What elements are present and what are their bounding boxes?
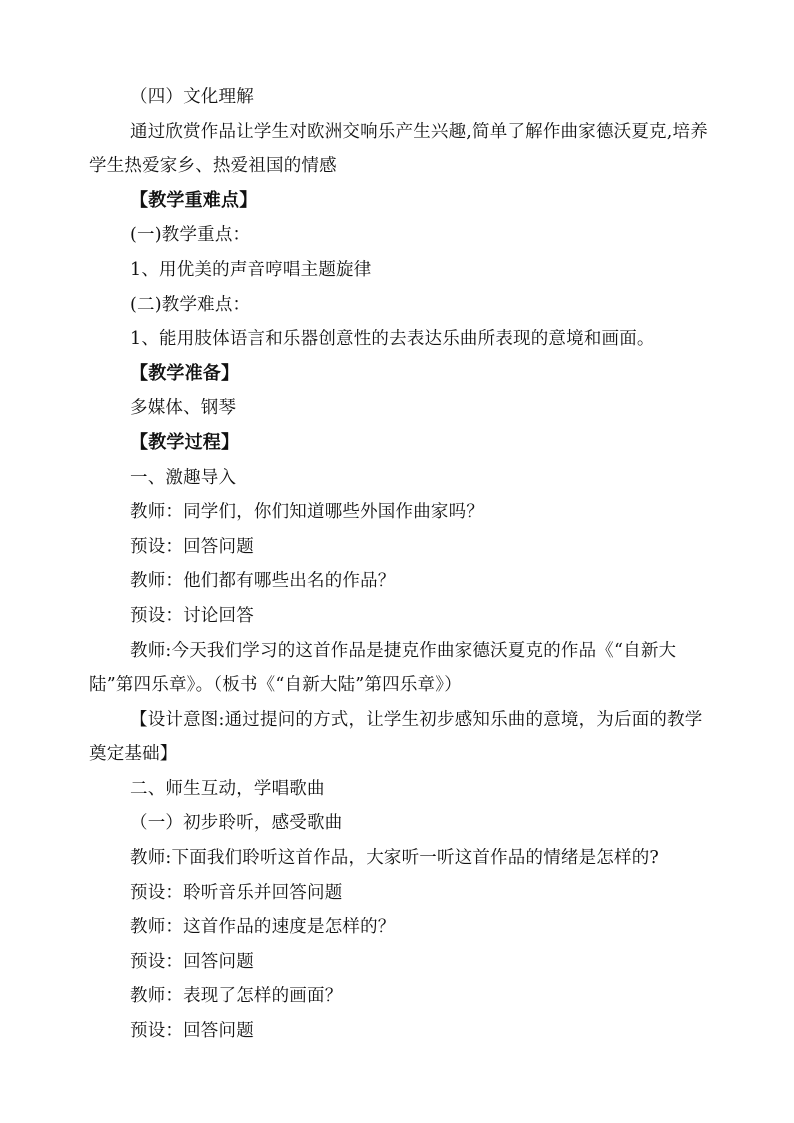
- dialogue-line: 教师:下面我们聆听这首作品，大家听一听这首作品的情绪是怎样的?: [130, 848, 659, 869]
- dialogue-line: 预设：回答问题: [130, 536, 254, 557]
- dialogue-line: 教师：这首作品的速度是怎样的？: [130, 917, 396, 938]
- subheading-key-points: (一)教学重点：: [130, 225, 251, 246]
- step-1-title: 一、激趣导入: [130, 467, 237, 488]
- paragraph-design-intent: 【设计意图:通过提问的方式，让学生初步感知乐曲的意境，为后面的教学奠定基础】: [89, 709, 703, 765]
- document-body: [89, 80, 709, 1049]
- dialogue-line: 教师：同学们，你们知道哪些外国作曲家吗？: [130, 502, 484, 523]
- list-item-key-point-1: 1、用优美的声音哼唱主题旋律: [130, 259, 372, 280]
- dialogue-line: 教师：表现了怎样的画面？: [130, 986, 343, 1007]
- dialogue-line: 预设：回答问题: [130, 951, 254, 972]
- preparation-items: 多媒体、钢琴: [130, 398, 237, 419]
- heading-preparation: 【教学准备】: [130, 362, 240, 384]
- heading-key-difficulties: 【教学重难点】: [130, 189, 258, 211]
- paragraph-culture-goal: 通过欣赏作品让学生对欧洲交响乐产生兴趣,简单了解作曲家德沃夏克,培养学生热爱家乡、热爱祖国的情感: [89, 121, 708, 177]
- substep-1-title: （一）初步聆听，感受歌曲: [130, 813, 343, 834]
- dialogue-line: 预设：回答问题: [130, 1021, 254, 1042]
- dialogue-line: 预设：聆听音乐并回答问题: [130, 882, 343, 903]
- section-heading-culture: （四）文化理解: [130, 87, 254, 107]
- list-item-difficulty-1: 1、能用肢体语言和乐器创意性的去表达乐曲所表现的意境和画面。: [130, 329, 655, 350]
- paragraph-teacher-intro: 教师:今天我们学习的这首作品是捷克作曲家德沃夏克的作品《“自新大陆”第四乐章》。（板书《“自新大陆”第四乐章》）: [89, 640, 677, 696]
- heading-process: 【教学过程】: [130, 431, 240, 453]
- dialogue-line: 教师：他们都有哪些出名的作品？: [130, 571, 396, 592]
- subheading-difficulties: (二)教学难点：: [130, 294, 251, 315]
- dialogue-line: 预设：讨论回答: [130, 605, 254, 626]
- step-2-title: 二、师生互动，学唱歌曲: [130, 778, 325, 799]
